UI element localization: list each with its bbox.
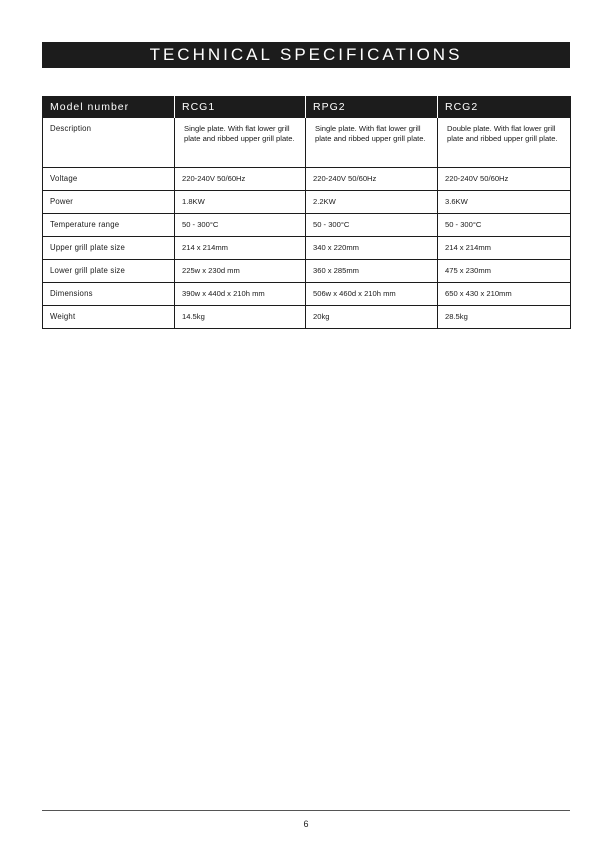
table-cell: 360 x 285mm — [306, 260, 438, 283]
row-label: Lower grill plate size — [43, 260, 175, 283]
table-header-row — [43, 96, 571, 118]
header-rcg2: RCG2 — [438, 96, 571, 118]
table-cell: Single plate. With flat lower grill plate and ribbed upper grill plate. — [175, 118, 306, 168]
header-rcg1: RCG1 — [175, 96, 306, 118]
table-cell: 214 x 214mm — [175, 237, 306, 260]
row-label: Voltage — [43, 168, 175, 191]
row-label: Power — [43, 191, 175, 214]
table-cell: 214 x 214mm — [438, 237, 571, 260]
table-cell: 3.6KW — [438, 191, 571, 214]
row-label: Dimensions — [43, 283, 175, 306]
table-row-lower-grill-plate-size — [43, 260, 571, 283]
header-rpg2: RPG2 — [306, 96, 438, 118]
table-cell: 50 - 300°C — [175, 214, 306, 237]
table-cell: 50 - 300°C — [306, 214, 438, 237]
table-cell: 340 x 220mm — [306, 237, 438, 260]
row-label: Weight — [43, 306, 175, 329]
footer-divider — [42, 810, 570, 811]
page-number: 6 — [303, 819, 309, 829]
table-row-description — [43, 118, 571, 168]
table-cell: 475 x 230mm — [438, 260, 571, 283]
row-label: Upper grill plate size — [43, 237, 175, 260]
table-cell: 2.2KW — [306, 191, 438, 214]
page-title: TECHNICAL SPECIFICATIONS — [42, 42, 570, 68]
table-cell: 506w x 460d x 210h mm — [306, 283, 438, 306]
table-cell: Single plate. With flat lower grill plate and ribbed upper grill plate. — [306, 118, 438, 168]
table-cell: 50 - 300°C — [438, 214, 571, 237]
table-cell: 20kg — [306, 306, 438, 329]
table-cell: 220-240V 50/60Hz — [175, 168, 306, 191]
table-cell: 28.5kg — [438, 306, 571, 329]
table-row-temperature-range — [43, 214, 571, 237]
table-row-voltage — [43, 168, 571, 191]
header-model-number: Model number — [43, 96, 175, 118]
row-label: Description — [43, 118, 175, 168]
table-row-weight — [43, 306, 571, 329]
table-cell: 225w x 230d mm — [175, 260, 306, 283]
table-cell: 650 x 430 x 210mm — [438, 283, 571, 306]
row-label: Temperature range — [43, 214, 175, 237]
table-cell: 390w x 440d x 210h mm — [175, 283, 306, 306]
table-cell: 220-240V 50/60Hz — [306, 168, 438, 191]
table-row-upper-grill-plate-size — [43, 237, 571, 260]
table-cell: Double plate. With flat lower grill plate and ribbed upper grill plate. — [438, 118, 571, 168]
table-cell: 220-240V 50/60Hz — [438, 168, 571, 191]
table-cell: 14.5kg — [175, 306, 306, 329]
table-row-dimensions — [43, 283, 571, 306]
table-row-power — [43, 191, 571, 214]
spec-table — [42, 96, 571, 329]
table-cell: 1.8KW — [175, 191, 306, 214]
